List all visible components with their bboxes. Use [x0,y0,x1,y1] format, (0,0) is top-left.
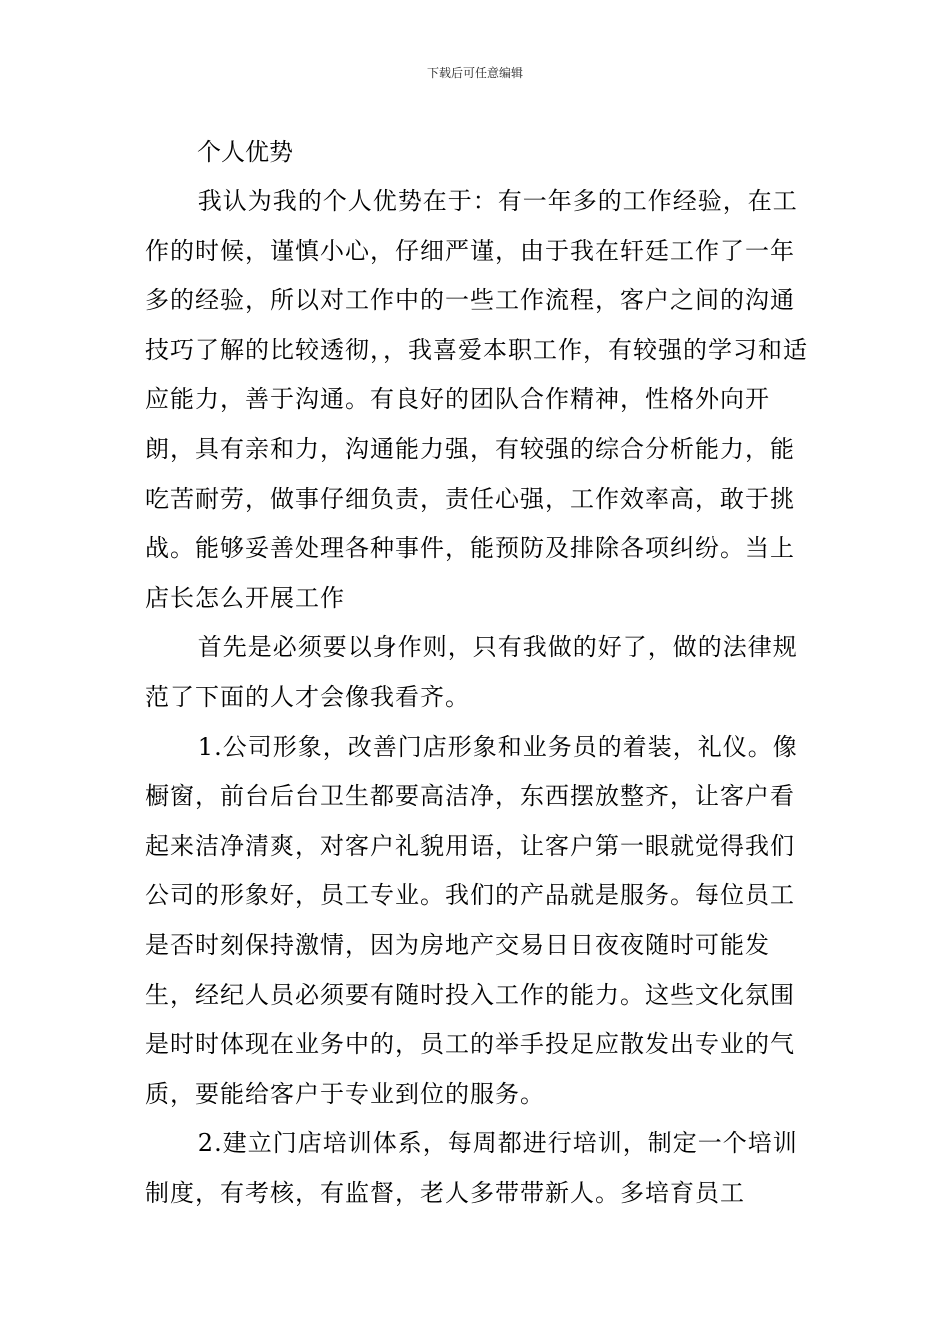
paragraph-personal-advantages: 我认为我的个人优势在于：有一年多的工作经验，在工作的时候，谨慎小心，仔细严谨，由于我在轩廷工作了一年多的经验，所以对工作中的一些工作流程，客户之间的沟通技巧了解的比较透彻，，我喜爱本职工作，有较强的学习和适应能力，善于沟通。有良好的团队合作精神，性格外向开朗，具有亲和力，沟通能力强，有较强的综合分析能力，能吃苦耐劳，做事仔细负责，责任心强，工作效率高，敢于挑战。能够妥善处理各种事件，能预防及排除各项纠纷。当上店长怎么开展工作 [145,187,808,612]
paragraph-lead-by-example: 首先是必须要以身作则，只有我做的好了，做的法律规范了下面的人才会像我看齐。 [145,633,798,711]
header-note: 下载后可任意编辑 [426,66,523,80]
document-title: 个人优势 [197,138,293,166]
document-body [145,127,810,1218]
paragraph-company-image: 1.公司形象，改善门店形象和业务员的着装，礼仪。像橱窗，前台后台卫生都要高洁净，东西摆放整齐，让客户看起来洁净清爽，对客户礼貌用语，让客户第一眼就觉得我们公司的形象好，员工专业。我们的产品就是服务。每位员工是否时刻保持激情，因为房地产交易日日夜夜随时可能发生，经纪人员必须要有随时投入工作的能力。这些文化氛围是时时体现在业务中的，员工的举手投足应散发出专业的气质，要能给客户于专业到位的服务。 [145,732,798,1108]
paragraph-training-system: 2.建立门店培训体系，每周都进行培训，制定一个培训制度，有考核，有监督，老人多带带新人。多培育员工 [145,1129,798,1207]
